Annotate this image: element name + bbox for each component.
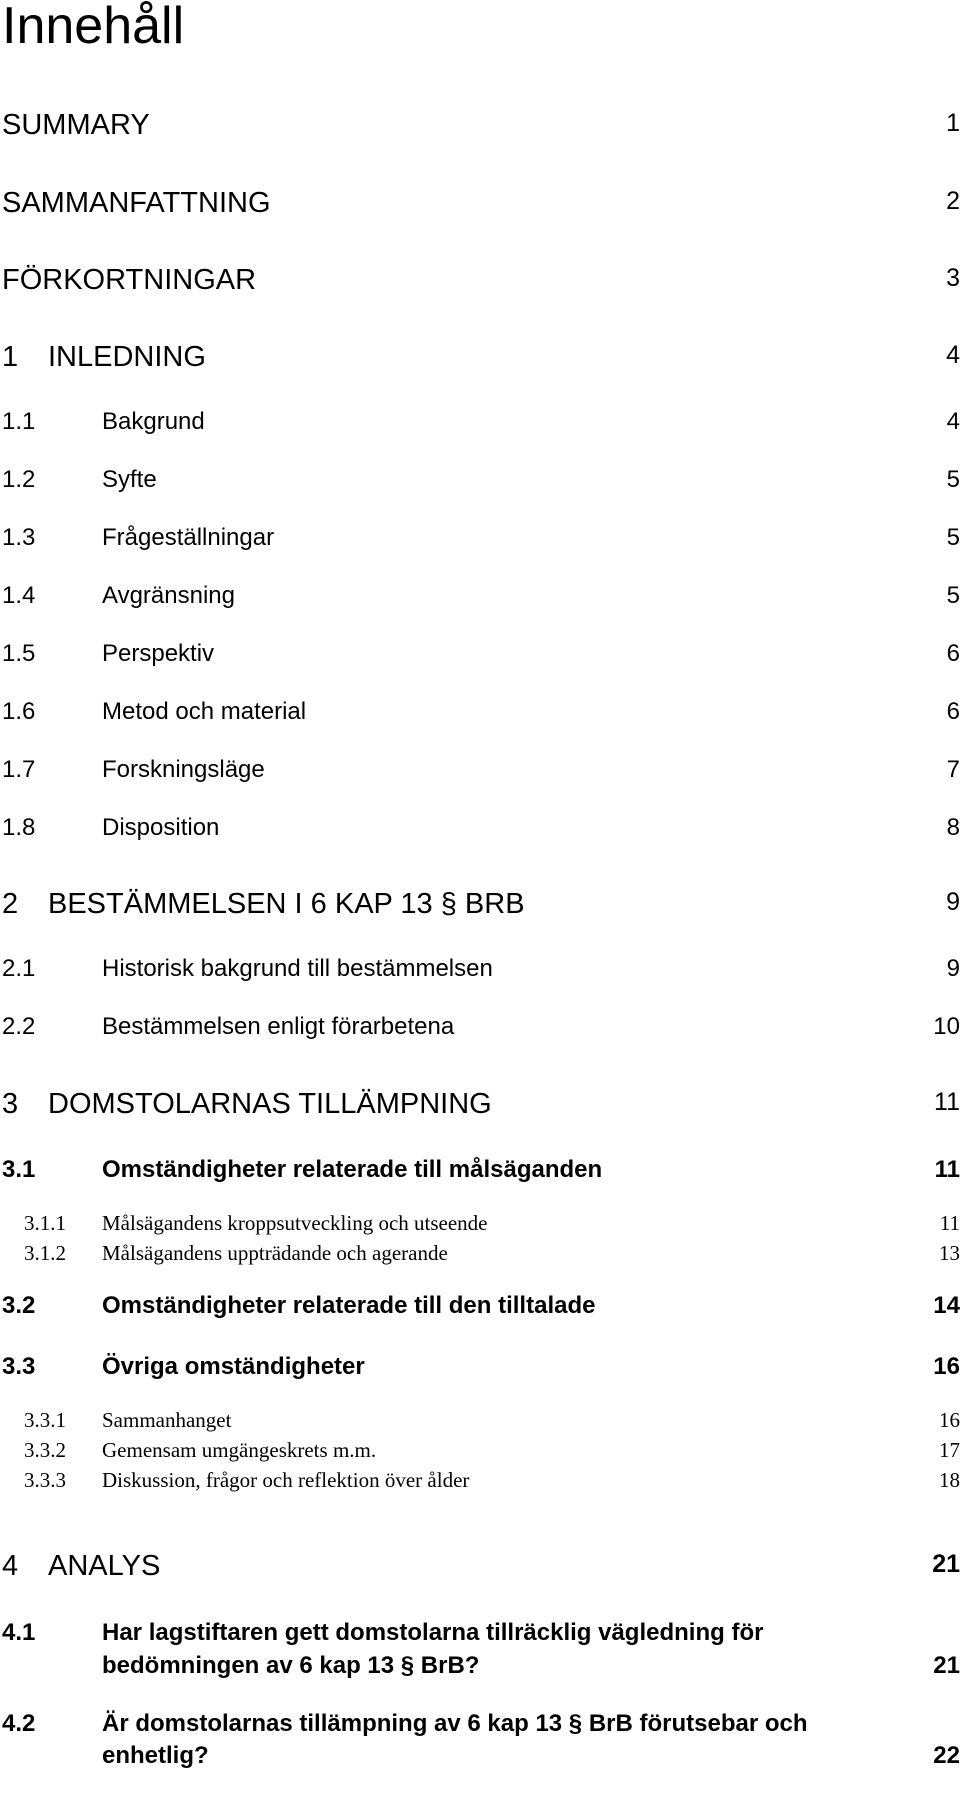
toc-number: 1.5 (2, 640, 36, 667)
toc-page: 8 (946, 814, 960, 841)
toc-number: 1 (2, 341, 19, 373)
toc-page: 2 (946, 187, 960, 215)
toc-number: 3 (2, 1088, 19, 1120)
toc-number: 1.6 (2, 698, 36, 725)
toc-label: Perspektiv (102, 640, 215, 667)
toc-page: 22 (933, 1742, 960, 1769)
toc-page: 17 (939, 1438, 960, 1462)
toc-number: 3.1.1 (24, 1211, 66, 1235)
toc-number: 3.3.3 (24, 1468, 66, 1492)
toc-label: Disposition (102, 814, 220, 841)
toc-label: Har lagstiftaren gett domstolarna tillräcklig vägledning för (102, 1619, 764, 1646)
toc-number: 1.8 (2, 814, 36, 841)
toc-page: 6 (946, 698, 960, 725)
toc-label: Historisk bakgrund till bestämmelsen (102, 955, 493, 982)
toc-label: Övriga omständigheter (102, 1353, 365, 1380)
toc-label: Avgränsning (102, 582, 235, 609)
toc-number: 2.1 (2, 955, 36, 982)
toc-label: Frågeställningar (102, 524, 275, 551)
toc-number: 2.2 (2, 1013, 36, 1040)
toc-number: 4.2 (2, 1710, 36, 1737)
toc-label: Målsägandens kroppsutveckling och utseende (102, 1211, 488, 1235)
toc-label-continued: bedömningen av 6 kap 13 § BrB? (102, 1652, 480, 1679)
toc-number: 4.1 (2, 1619, 36, 1646)
toc-label: Är domstolarnas tillämpning av 6 kap 13 § BrB förutsebar och (102, 1710, 808, 1737)
toc-label: Diskussion, frågor och reflektion över ålder (102, 1468, 470, 1492)
toc-page: 11 (934, 1156, 960, 1183)
toc-number: 1.1 (2, 408, 36, 435)
toc-page: 16 (933, 1353, 960, 1380)
toc-page: 9 (946, 888, 960, 916)
toc-label: Bakgrund (102, 408, 205, 435)
toc-label: BESTÄMMELSEN I 6 KAP 13 § BRB (48, 888, 525, 920)
toc-page: 7 (946, 756, 960, 783)
toc-number: 1.7 (2, 756, 36, 783)
toc-page: 13 (939, 1241, 960, 1265)
toc-number: 3.1 (2, 1156, 36, 1183)
toc-label: Bestämmelsen enligt förarbetena (102, 1013, 455, 1040)
toc-label: DOMSTOLARNAS TILLÄMPNING (48, 1088, 492, 1120)
toc-label-continued: enhetlig? (102, 1742, 209, 1769)
toc-page: 4 (946, 408, 960, 435)
toc-page: 5 (946, 524, 960, 551)
toc-page: 11 (939, 1211, 960, 1235)
toc-page: 3 (946, 264, 960, 292)
toc-number: 2 (2, 888, 19, 920)
toc-label: Omständigheter relaterade till målsäganden (102, 1156, 603, 1183)
toc-number: 1.3 (2, 524, 36, 551)
toc-label: Målsägandens uppträdande och agerande (102, 1241, 448, 1265)
page-title: Innehåll (2, 0, 185, 55)
toc-page: 16 (939, 1408, 960, 1432)
toc-number: 4 (2, 1550, 19, 1582)
toc-label: INLEDNING (48, 341, 206, 373)
toc-label: Syfte (102, 466, 157, 493)
toc-label: SAMMANFATTNING (2, 187, 271, 219)
toc-label: Gemensam umgängeskrets m.m. (102, 1438, 377, 1462)
toc-page: 1 (946, 109, 960, 137)
toc-page: 5 (946, 466, 960, 493)
toc-page: 18 (939, 1468, 960, 1492)
toc-number: 3.1.2 (24, 1241, 66, 1265)
toc-number: 1.2 (2, 466, 36, 493)
toc-label: ANALYS (48, 1550, 161, 1582)
toc-label: SUMMARY (2, 109, 150, 141)
toc-page: 21 (932, 1550, 960, 1578)
toc-page: 21 (933, 1652, 960, 1679)
toc-page: 5 (946, 582, 960, 609)
toc-page: 4 (946, 341, 960, 369)
toc-page: 14 (933, 1292, 960, 1319)
toc-label: FÖRKORTNINGAR (2, 264, 257, 296)
toc-page: 9 (946, 955, 960, 982)
toc-page: 10 (933, 1013, 960, 1040)
toc-number: 3.3.1 (24, 1408, 66, 1432)
toc-number: 3.3 (2, 1353, 36, 1380)
toc-label: Sammanhanget (102, 1408, 232, 1432)
toc-number: 1.4 (2, 582, 36, 609)
toc-number: 3.2 (2, 1292, 36, 1319)
toc-number: 3.3.2 (24, 1438, 66, 1462)
toc-page: 11 (934, 1088, 960, 1116)
toc-label: Metod och material (102, 698, 307, 725)
toc-label: Forskningsläge (102, 756, 265, 783)
toc-label: Omständigheter relaterade till den tilltalade (102, 1292, 596, 1319)
toc-page: 6 (946, 640, 960, 667)
